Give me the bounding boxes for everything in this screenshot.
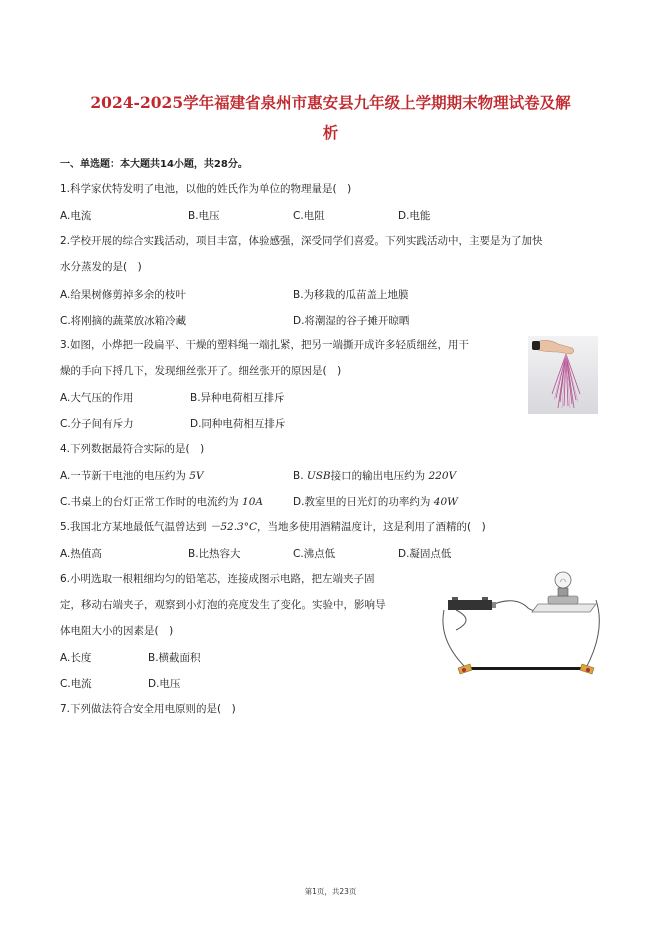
q5-stem-prefix: 5.我国北方某地最低气温曾达到 [60,521,210,533]
option-b-value: 220V [428,470,457,482]
question-3-option-a: A.大气压的作用 [60,392,134,404]
option-b-text: 接口的输出电压约为 [330,470,429,482]
question-1-option-b: B.电压 [188,210,220,222]
option-c-text: C.书桌上的台灯正常工作时的电流约为 [60,496,243,508]
option-d-text: D.教室里的日光灯的功率约为 [293,496,434,508]
option-d-value: 40W [433,496,458,508]
question-1-option-a: A.电流 [60,210,92,222]
section-heading: 一、单选题：本大题共14小题，共28分。 [60,159,248,170]
question-1-option-d: D.电能 [398,210,431,222]
question-6-option-b: B.横截面积 [148,652,201,664]
question-4-stem: 4.下列数据最符合实际的是( ) [60,443,205,455]
question-7-stem: 7.下列做法符合安全用电原则的是( ) [60,703,236,715]
question-2-option-b: B.为移栽的瓜苗盖上地膜 [293,289,409,301]
question-6-stem-line-3: 体电阻大小的因素是( ) [60,625,174,637]
question-5-stem [60,514,605,540]
question-4-option-c [60,494,263,509]
question-4-option-d [293,494,458,509]
circuit-figure [436,570,604,686]
question-5-option-b: B.比热容大 [188,548,241,560]
option-c-value: 10A [242,496,263,508]
document-title [60,88,601,148]
title-line-1: 2024-2025学年福建省泉州市惠安县九年级上学期期末物理试卷及解 [90,93,571,112]
question-2-option-a: A.给果树修剪掉多余的枝叶 [60,289,186,301]
q5-temperature: －52.3°C [209,521,258,533]
option-b-usb: USB [306,470,331,482]
question-2-option-d: D.将潮湿的谷子摊开晾晒 [293,315,410,327]
question-5-option-d: D.凝固点低 [398,548,452,560]
question-6-stem-line-2: 定，移动右端夹子，观察到小灯泡的亮度发生了变化。实验中，影响导 [60,599,386,611]
question-3-option-d: D.同种电荷相互排斥 [190,418,286,430]
question-4-option-b [293,468,456,483]
option-a-value: 5V [189,470,204,482]
question-1-stem: 1.科学家伏特发明了电池，以他的姓氏作为单位的物理量是( ) [60,183,352,195]
question-2-option-c: C.将刚摘的蔬菜放冰箱冷藏 [60,315,187,327]
question-2-stem-line-2: 水分蒸发的是( ) [60,261,142,273]
question-6-stem-line-1: 6.小明选取一根粗细均匀的铅笔芯，连接成图示电路，把左端夹子固 [60,573,375,585]
option-b-prefix: B. [293,470,307,482]
question-6-option-d: D.电压 [148,678,181,690]
question-6-option-c: C.电流 [60,678,92,690]
option-a-text: A.一节新干电池的电压约为 [60,470,190,482]
page-footer: 第1页，共23页 [304,887,357,896]
q5-stem-suffix: ，当地多使用酒精温度计，这是利用了酒精的( ) [257,521,486,533]
plastic-string-figure [528,336,598,414]
title-line-2: 析 [322,123,339,142]
question-6-option-a: A.长度 [60,652,92,664]
question-1-option-c: C.电阻 [293,210,325,222]
question-3-stem-line-1: 3.如图，小烨把一段扁平、干燥的塑料绳一端扎紧，把另一端撕开成许多轻质细丝，用干 [60,339,470,351]
question-2-stem-line-1: 2.学校开展的综合实践活动，项目丰富，体验感强，深受同学们喜爱。下列实践活动中，主要是为了加快 [60,235,543,247]
question-5-option-c: C.沸点低 [293,548,336,560]
question-3-option-c: C.分子间有斥力 [60,418,134,430]
question-3-option-b: B.异种电荷相互排斥 [190,392,285,404]
question-3-stem-line-2: 燥的手向下捋几下，发现细丝张开了。细丝张开的原因是( ) [60,365,342,377]
question-5-option-a: A.热值高 [60,548,102,560]
question-4-option-a [60,468,203,483]
